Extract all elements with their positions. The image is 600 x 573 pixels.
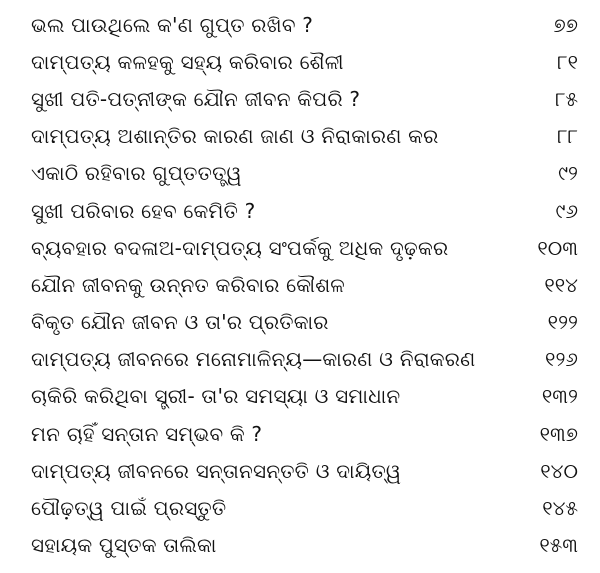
toc-entry-page: ୧୨୬ [545, 347, 578, 372]
toc-entry [0, 304, 600, 341]
toc-entry-page: ୮୧ [557, 49, 578, 74]
toc-entry-page: ୧୪୦ [540, 458, 578, 483]
toc-entry-title: ସୁଖୀ ପରିବାର ହେବ କେମିତି ? [31, 198, 256, 223]
toc-entry [0, 6, 600, 43]
toc-entry [0, 415, 600, 452]
toc-entry-title: ଦାମ୍ପତ୍ୟ କଳହକୁ ସହ୍ୟ କରିବାର ଶୈଳୀ [31, 49, 344, 74]
toc-entry-page: ୧୫୩ [539, 533, 578, 558]
toc-entry-title: ସହାୟକ ପୁସ୍ତକ ତାଲିକା [31, 533, 217, 558]
toc-entry [0, 192, 600, 229]
toc-entry-page: ୧୪୫ [542, 496, 578, 521]
toc-entry [0, 378, 600, 415]
toc-entry-page: ୧୧୪ [544, 272, 578, 297]
toc-entry-title: ମନ ଚାହିଁ ସନ୍ତାନ ସମ୍ଭବ କି ? [31, 421, 263, 446]
toc-entry-title: ଦାମ୍ପତ୍ୟ ଜୀବନରେ ସନ୍ତାନସନ୍ତତି ଓ ଦାୟିତ୍ୱ [31, 458, 402, 483]
toc-entry [0, 80, 600, 117]
table-of-contents [0, 6, 600, 564]
toc-entry-page: ୧୨୨ [547, 310, 578, 335]
toc-entry-page: ୧୦୩ [537, 235, 578, 260]
toc-entry-page: ୮୮ [557, 124, 578, 149]
toc-entry [0, 527, 600, 564]
toc-entry [0, 266, 600, 303]
toc-entry-title: ଭଲ ପାଉଥିଲେ କ'ଣ ଗୁପ୍ତ ରଖିବ ? [31, 12, 314, 37]
toc-entry [0, 229, 600, 266]
toc-entry-title: ବିକୃତ ଯୌନ ଜୀବନ ଓ ତା'ର ପ୍ରତିକାର [31, 310, 329, 335]
toc-entry-page: ୯୬ [555, 198, 578, 223]
toc-entry [0, 43, 600, 80]
toc-entry-title: ଦାମ୍ପତ୍ୟ ଅଶାନ୍ତିର କାରଣ ଜାଣ ଓ ନିରାକାରଣ କର [31, 124, 439, 149]
toc-entry-page: ୧୩୨ [541, 384, 578, 409]
toc-entry [0, 155, 600, 192]
toc-entry [0, 118, 600, 155]
toc-entry-page: ୯୨ [558, 161, 578, 186]
toc-entry-title: ପୌଢ଼ତ୍ୱ ପାଇଁ ପ୍ରସ୍ତୁତି [31, 496, 227, 521]
toc-entry-title: ଏକାଠି ରହିବାର ଗୁପ୍ତତତ୍ତ୍ୱ [31, 161, 242, 186]
toc-entry-page: ୧୩୭ [539, 421, 578, 446]
toc-entry [0, 341, 600, 378]
toc-entry-title: ସୁଖୀ ପତି-ପତ୍ନୀଙ୍କ ଯୌନ ଜୀବନ କିପରି ? [31, 86, 361, 111]
toc-entry-title: ଚାକିରି କରିଥିବା ସ୍ତ୍ରୀ- ତା'ର ସମସ୍ୟା ଓ ସମାଧାନ [31, 384, 401, 409]
toc-entry-title: ଯୌନ ଜୀବନକୁ ଉନ୍ନତ କରିବାର କୌଶଳ [31, 272, 345, 297]
toc-entry [0, 489, 600, 526]
toc-entry [0, 452, 600, 489]
toc-entry-page: ୮୫ [555, 86, 578, 111]
toc-entry-page: ୭୭ [553, 12, 578, 37]
toc-entry-title: ବ୍ୟବହାର ବଦଳାଅ-ଦାମ୍ପତ୍ୟ ସଂପର୍କକୁ ଅଧିକ ଦୃଢ଼କର [31, 235, 449, 260]
toc-entry-title: ଦାମ୍ପତ୍ୟ ଜୀବନରେ ମନୋମାଳିନ୍ୟ—କାରଣ ଓ ନିରାକରଣ [31, 347, 476, 372]
